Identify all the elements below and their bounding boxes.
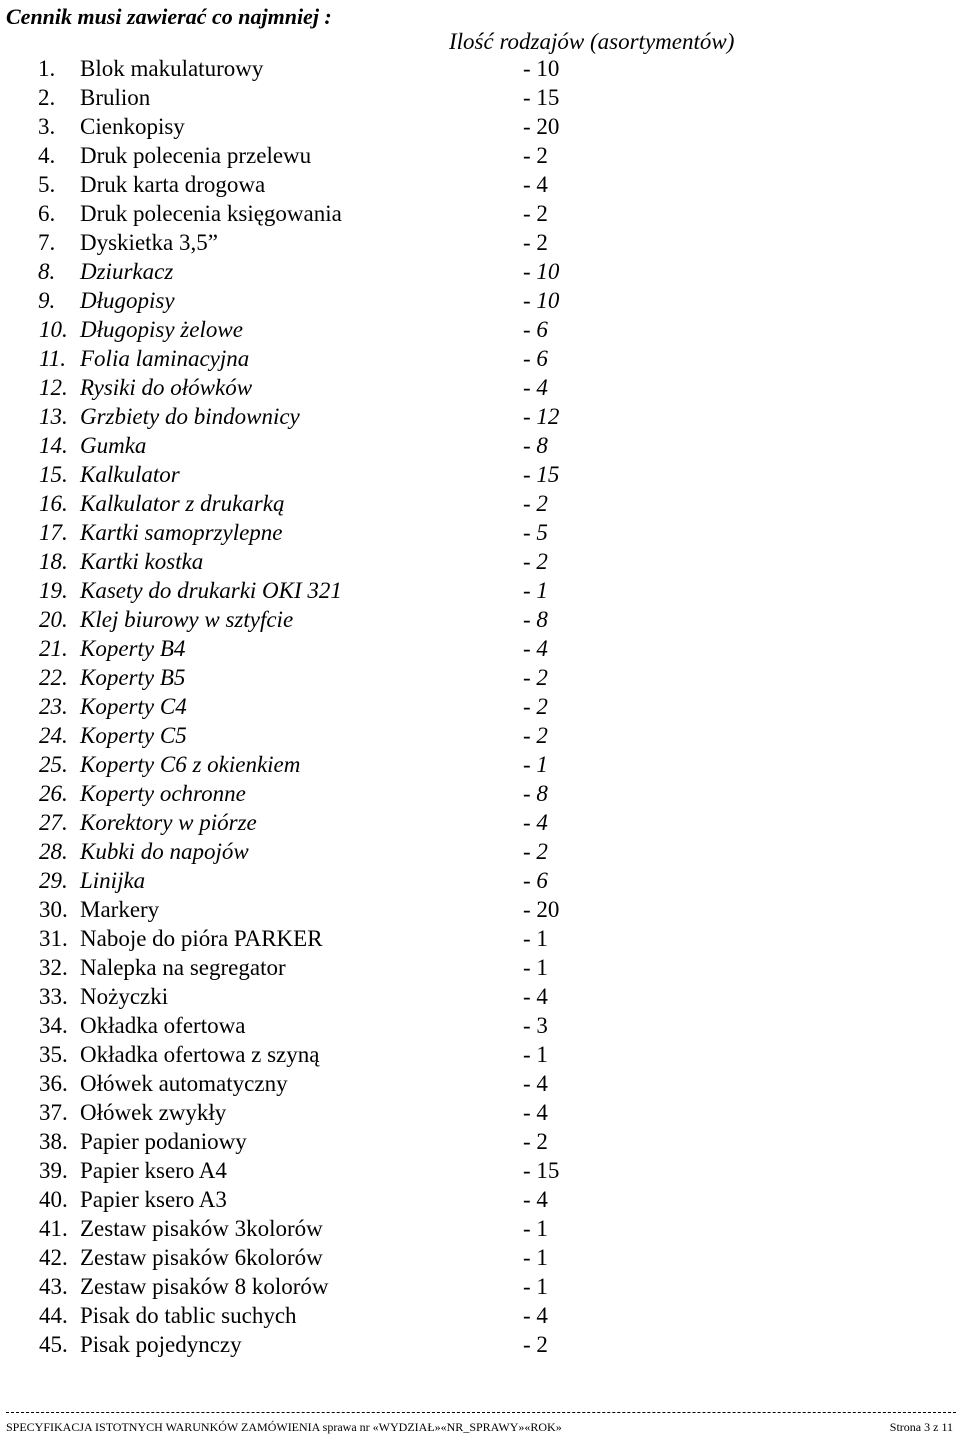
item-name: Długopisy żelowe	[80, 317, 243, 342]
item-name: Ołówek automatyczny	[80, 1071, 288, 1096]
item-name: Markery	[80, 897, 160, 922]
item-quantity: - 6	[523, 317, 548, 342]
item-name: Dziurkacz	[80, 259, 174, 284]
item-number: 6.	[38, 201, 56, 226]
item-name: Koperty B4	[80, 636, 186, 661]
item-name: Klej biurowy w sztyfcie	[80, 607, 294, 632]
item-quantity: - 2	[523, 839, 548, 864]
list-item	[0, 257, 960, 286]
item-quantity: - 10	[523, 288, 560, 313]
item-number: 42.	[39, 1245, 68, 1270]
item-name: Kartki kostka	[80, 549, 204, 574]
list-item	[0, 1098, 960, 1127]
footer-page-number: Strona 3 z 11	[889, 1420, 953, 1434]
list-item	[0, 1214, 960, 1243]
list-item	[0, 286, 960, 315]
list-item	[0, 547, 960, 576]
item-number: 23.	[39, 694, 68, 719]
item-name: Gumka	[80, 433, 147, 458]
list-item	[0, 663, 960, 692]
item-quantity: - 6	[523, 868, 548, 893]
item-name: Kasety do drukarki OKI 321	[80, 578, 342, 603]
item-name: Brulion	[80, 85, 151, 110]
list-item	[0, 1330, 960, 1359]
list-item	[0, 402, 960, 431]
item-number: 12.	[39, 375, 68, 400]
list-item	[0, 750, 960, 779]
item-quantity: - 20	[523, 897, 560, 922]
item-name: Zestaw pisaków 3kolorów	[80, 1216, 323, 1241]
list-item	[0, 779, 960, 808]
item-quantity: - 4	[523, 1100, 548, 1125]
item-quantity: - 8	[523, 781, 548, 806]
item-list	[0, 54, 960, 1359]
item-quantity: - 8	[523, 607, 548, 632]
list-item	[0, 1272, 960, 1301]
item-name: Kubki do napojów	[80, 839, 249, 864]
list-item	[0, 1011, 960, 1040]
item-quantity: - 5	[523, 520, 548, 545]
list-item	[0, 692, 960, 721]
list-item	[0, 895, 960, 924]
item-number: 16.	[39, 491, 68, 516]
item-name: Okładka ofertowa z szyną	[80, 1042, 320, 1067]
item-name: Kartki samoprzylepne	[80, 520, 283, 545]
item-quantity: - 4	[523, 810, 548, 835]
item-number: 7.	[38, 230, 56, 255]
item-number: 33.	[39, 984, 68, 1009]
item-quantity: - 3	[523, 1013, 548, 1038]
item-number: 41.	[39, 1216, 68, 1241]
quantity-column-header: Ilość rodzajów (asortymentów)	[449, 29, 735, 54]
item-name: Blok makulaturowy	[80, 56, 264, 81]
item-name: Nalepka na segregator	[80, 955, 286, 980]
list-item	[0, 460, 960, 489]
item-number: 18.	[39, 549, 68, 574]
item-number: 38.	[39, 1129, 68, 1154]
list-item	[0, 837, 960, 866]
item-name: Koperty ochronne	[80, 781, 246, 806]
item-number: 8.	[38, 259, 56, 284]
list-item	[0, 721, 960, 750]
item-quantity: - 1	[523, 1274, 548, 1299]
item-quantity: - 4	[523, 375, 548, 400]
item-name: Długopisy	[80, 288, 175, 313]
list-item	[0, 170, 960, 199]
item-name: Druk karta drogowa	[80, 172, 266, 197]
item-number: 1.	[38, 56, 56, 81]
list-item	[0, 576, 960, 605]
footer-divider	[6, 1412, 956, 1413]
list-item	[0, 315, 960, 344]
list-item	[0, 344, 960, 373]
item-number: 13.	[39, 404, 68, 429]
item-number: 35.	[39, 1042, 68, 1067]
item-number: 36.	[39, 1071, 68, 1096]
item-quantity: - 1	[523, 926, 548, 951]
item-quantity: - 1	[523, 955, 548, 980]
item-name: Rysiki do ołówków	[80, 375, 253, 400]
item-name: Koperty C5	[80, 723, 187, 748]
list-item	[0, 1069, 960, 1098]
item-number: 5.	[38, 172, 56, 197]
item-number: 27.	[39, 810, 68, 835]
list-item	[0, 373, 960, 402]
item-number: 39.	[39, 1158, 68, 1183]
item-number: 37.	[39, 1100, 68, 1125]
item-number: 34.	[39, 1013, 68, 1038]
item-quantity: - 4	[523, 1071, 548, 1096]
item-quantity: - 4	[523, 1187, 548, 1212]
item-name: Druk polecenia księgowania	[80, 201, 342, 226]
item-quantity: - 15	[523, 1158, 560, 1183]
item-quantity: - 20	[523, 114, 560, 139]
item-name: Kalkulator z drukarką	[80, 491, 285, 516]
list-item	[0, 982, 960, 1011]
list-item	[0, 866, 960, 895]
item-quantity: - 1	[523, 1042, 548, 1067]
item-quantity: - 2	[523, 143, 548, 168]
item-quantity: - 1	[523, 1245, 548, 1270]
item-name: Cienkopisy	[80, 114, 185, 139]
list-item	[0, 1243, 960, 1272]
list-item	[0, 489, 960, 518]
item-number: 14.	[39, 433, 68, 458]
item-name: Papier ksero A4	[80, 1158, 227, 1183]
item-number: 2.	[38, 85, 56, 110]
list-item	[0, 1127, 960, 1156]
item-number: 30.	[39, 897, 68, 922]
list-item	[0, 518, 960, 547]
list-item	[0, 83, 960, 112]
list-item	[0, 605, 960, 634]
list-item	[0, 953, 960, 982]
item-number: 44.	[39, 1303, 68, 1328]
item-quantity: - 10	[523, 56, 560, 81]
item-name: Papier podaniowy	[80, 1129, 247, 1154]
list-item	[0, 808, 960, 837]
item-quantity: - 2	[523, 1129, 548, 1154]
item-quantity: - 2	[523, 491, 548, 516]
item-name: Pisak do tablic suchych	[80, 1303, 297, 1328]
list-item	[0, 54, 960, 83]
item-quantity: - 4	[523, 1303, 548, 1328]
item-name: Kalkulator	[80, 462, 180, 487]
item-quantity: - 2	[523, 1332, 548, 1357]
item-number: 22.	[39, 665, 68, 690]
document-title: Cennik musi zawierać co najmniej :	[6, 4, 332, 29]
item-number: 17.	[39, 520, 68, 545]
item-name: Ołówek zwykły	[80, 1100, 227, 1125]
item-number: 11.	[39, 346, 67, 371]
item-name: Papier ksero A3	[80, 1187, 227, 1212]
item-name: Naboje do pióra PARKER	[80, 926, 323, 951]
item-name: Korektory w piórze	[80, 810, 257, 835]
item-name: Zestaw pisaków 6kolorów	[80, 1245, 323, 1270]
item-quantity: - 15	[523, 85, 560, 110]
item-number: 43.	[39, 1274, 68, 1299]
item-quantity: - 2	[523, 723, 548, 748]
footer-spec-title: SPECYFIKACJA ISTOTNYCH WARUNKÓW ZAMÓWIENIA sprawa nr «WYDZIAŁ»«NR_SPRAWY»«ROK»	[6, 1420, 562, 1434]
list-item	[0, 199, 960, 228]
item-quantity: - 15	[523, 462, 560, 487]
list-item	[0, 141, 960, 170]
item-number: 19.	[39, 578, 68, 603]
item-quantity: - 2	[523, 694, 548, 719]
item-number: 9.	[38, 288, 56, 313]
item-quantity: - 2	[523, 549, 548, 574]
item-number: 4.	[38, 143, 56, 168]
list-item	[0, 924, 960, 953]
item-name: Koperty C6 z okienkiem	[80, 752, 301, 777]
item-quantity: - 2	[523, 230, 548, 255]
item-number: 10.	[39, 317, 68, 342]
item-quantity: - 12	[523, 404, 560, 429]
item-quantity: - 1	[523, 1216, 548, 1241]
item-name: Nożyczki	[80, 984, 169, 1009]
item-number: 40.	[39, 1187, 68, 1212]
list-item	[0, 1301, 960, 1330]
item-number: 45.	[39, 1332, 68, 1357]
item-quantity: - 2	[523, 665, 548, 690]
item-number: 28.	[39, 839, 68, 864]
list-item	[0, 112, 960, 141]
item-name: Okładka ofertowa	[80, 1013, 246, 1038]
item-number: 25.	[39, 752, 68, 777]
item-quantity: - 4	[523, 984, 548, 1009]
item-number: 32.	[39, 955, 68, 980]
list-item	[0, 1156, 960, 1185]
item-name: Koperty C4	[80, 694, 187, 719]
item-name: Zestaw pisaków 8 kolorów	[80, 1274, 329, 1299]
item-name: Pisak pojedynczy	[80, 1332, 242, 1357]
item-quantity: - 2	[523, 201, 548, 226]
item-quantity: - 4	[523, 172, 548, 197]
item-number: 31.	[39, 926, 68, 951]
item-number: 26.	[39, 781, 68, 806]
item-quantity: - 10	[523, 259, 560, 284]
item-name: Druk polecenia przelewu	[80, 143, 312, 168]
item-number: 29.	[39, 868, 68, 893]
item-quantity: - 1	[523, 578, 548, 603]
list-item	[0, 431, 960, 460]
item-quantity: - 1	[523, 752, 548, 777]
list-item	[0, 1185, 960, 1214]
list-item	[0, 634, 960, 663]
list-item	[0, 228, 960, 257]
item-number: 15.	[39, 462, 68, 487]
list-item	[0, 1040, 960, 1069]
item-number: 20.	[39, 607, 68, 632]
item-quantity: - 4	[523, 636, 548, 661]
item-name: Grzbiety do bindownicy	[80, 404, 300, 429]
item-quantity: - 6	[523, 346, 548, 371]
item-name: Dyskietka 3,5”	[80, 230, 218, 255]
item-quantity: - 8	[523, 433, 548, 458]
item-number: 21.	[39, 636, 68, 661]
item-name: Koperty B5	[80, 665, 186, 690]
item-name: Linijka	[80, 868, 146, 893]
item-name: Folia laminacyjna	[80, 346, 250, 371]
item-number: 3.	[38, 114, 56, 139]
item-number: 24.	[39, 723, 68, 748]
